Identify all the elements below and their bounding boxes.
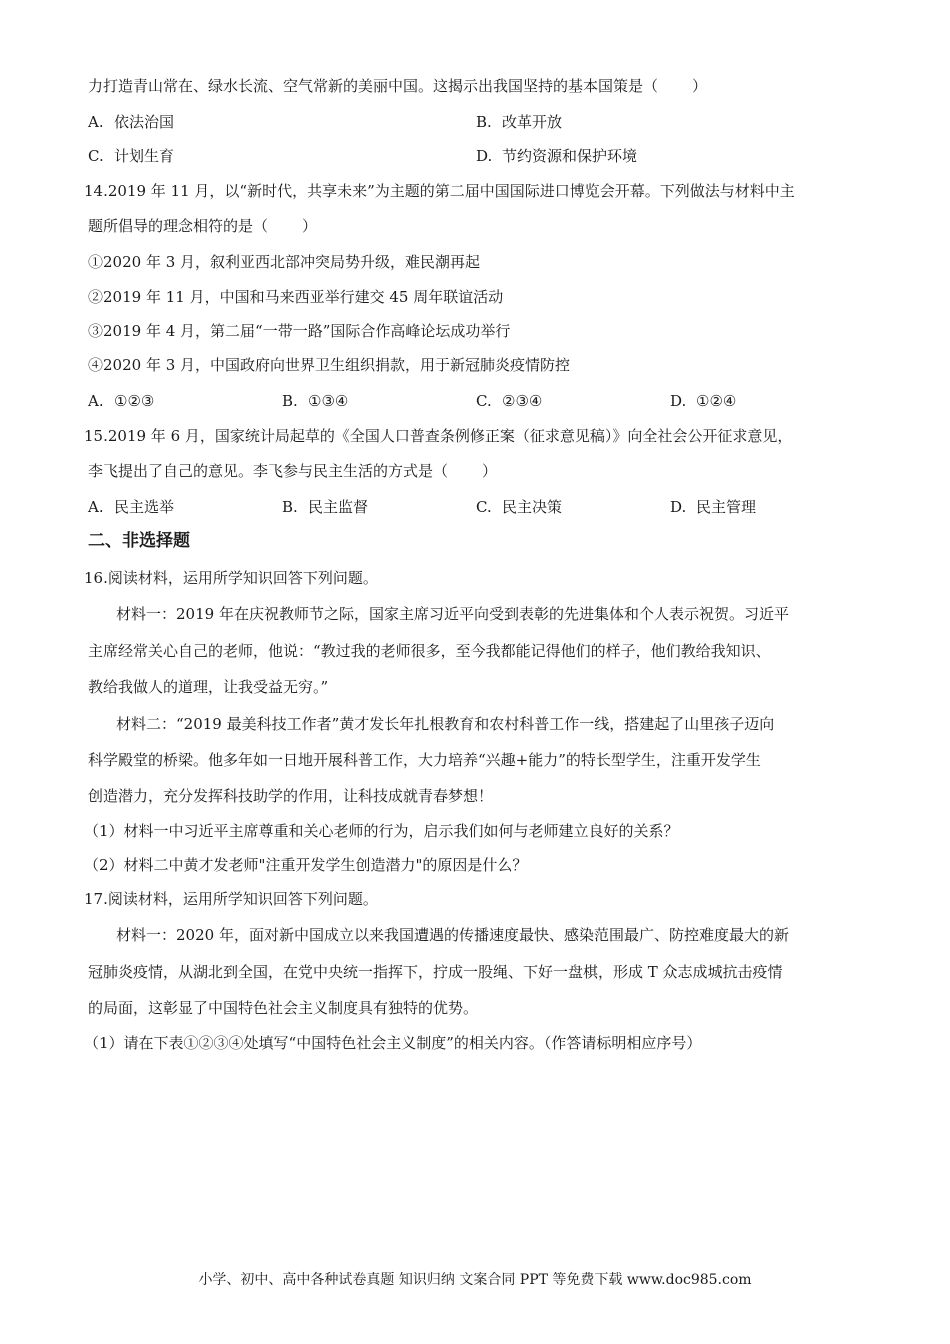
q14-option-c: C. ②③④ xyxy=(476,392,543,410)
q13-option-b: B. 改革开放 xyxy=(476,113,563,131)
q13-option-c: C. 计划生育 xyxy=(88,147,175,165)
q14-item-2: ②2019 年 11 月，中国和马来西亚举行建交 45 周年联谊活动 xyxy=(88,288,504,306)
q14-option-d: D. ①②④ xyxy=(670,392,737,410)
q16-material1-line2: 主席经常关心自己的老师，他说：“教过我的老师很多，至今我都能记得他们的样子，他们教给我知识、 xyxy=(88,642,771,660)
q14-item-4: ④2020 年 3 月，中国政府向世界卫生组织捐款，用于新冠肺炎疫情防控 xyxy=(88,356,571,374)
q15-option-a: A. 民主选举 xyxy=(88,498,175,516)
q16-material1-line3: 教给我做人的道理，让我受益无穷。” xyxy=(88,678,329,696)
q16-subquestion-2: （2）材料二中黄才发老师"注重开发学生创造潜力"的原因是什么？ xyxy=(84,856,528,874)
q17-intro: 17.阅读材料，运用所学知识回答下列问题。 xyxy=(84,890,378,908)
q14-stem-line1: 14.2019 年 11 月，以“新时代，共享未来”为主题的第二届中国国际进口博览会开幕。下列做法与材料中主 xyxy=(84,182,795,200)
q17-subquestion-1: （1）请在下表①②③④处填写“中国特色社会主义制度”的相关内容。（作答请标明相应序号） xyxy=(84,1034,702,1052)
q16-material1-line1: 材料一：2019 年在庆祝教师节之际，国家主席习近平向受到表彰的先进集体和个人表示祝贺。习近平 xyxy=(116,605,789,623)
q15-option-b: B. 民主监督 xyxy=(282,498,369,516)
q13-option-d: D. 节约资源和保护环境 xyxy=(476,147,638,165)
q17-material1-line3: 的局面，这彰显了中国特色社会主义制度具有独特的优势。 xyxy=(88,999,479,1017)
q15-stem-line2: 李飞提出了自己的意见。李飞参与民主生活的方式是（ ） xyxy=(88,462,498,480)
q15-option-d: D. 民主管理 xyxy=(670,498,757,516)
q14-item-1: ①2020 年 3 月，叙利亚西北部冲突局势升级，难民潮再起 xyxy=(88,253,481,271)
q15-stem-line1: 15.2019 年 6 月，国家统计局起草的《全国人口普查条例修正案（征求意见稿）》向全社会公开征求意见， xyxy=(84,427,793,445)
q14-stem-line2: 题所倡导的理念相符的是（ ） xyxy=(88,217,318,235)
q14-option-b: B. ①③④ xyxy=(282,392,349,410)
q15-option-c: C. 民主决策 xyxy=(476,498,563,516)
q14-option-a: A. ①②③ xyxy=(88,392,155,410)
q17-material1-line2: 冠肺炎疫情，从湖北到全国，在党中央统一指挥下，拧成一股绳、下好一盘棋，形成 T 众志成城抗击疫情 xyxy=(88,963,783,981)
section-heading: 二、非选择题 xyxy=(88,531,190,551)
q16-subquestion-1: （1）材料一中习近平主席尊重和关心老师的行为，启示我们如何与老师建立良好的关系？ xyxy=(84,822,679,840)
q16-material2-line3: 创造潜力，充分发挥科技助学的作用，让科技成就青春梦想！ xyxy=(88,787,494,805)
q16-material2-line2: 科学殿堂的桥梁。他多年如一日地开展科普工作，大力培养“兴趣+能力”的特长型学生，注重开发学生 xyxy=(88,751,761,769)
q14-item-3: ③2019 年 4 月，第二届“一带一路”国际合作高峰论坛成功举行 xyxy=(88,322,511,340)
q16-material2-line1: 材料二：“2019 最美科技工作者”黄才发长年扎根教育和农村科普工作一线，搭建起了山里孩子迈向 xyxy=(116,715,775,733)
q17-material1-line1: 材料一：2020 年，面对新中国成立以来我国遭遇的传播速度最快、感染范围最广、防控难度最大的新 xyxy=(116,926,789,944)
q16-intro: 16.阅读材料，运用所学知识回答下列问题。 xyxy=(84,569,378,587)
q13-stem: 力打造青山常在、绿水长流、空气常新的美丽中国。这揭示出我国坚持的基本国策是（ ） xyxy=(88,77,708,95)
q13-option-a: A. 依法治国 xyxy=(88,113,175,131)
page-footer: 小学、初中、高中各种试卷真题 知识归纳 文案合同 PPT 等免费下载 www.doc985.com xyxy=(198,1272,752,1288)
